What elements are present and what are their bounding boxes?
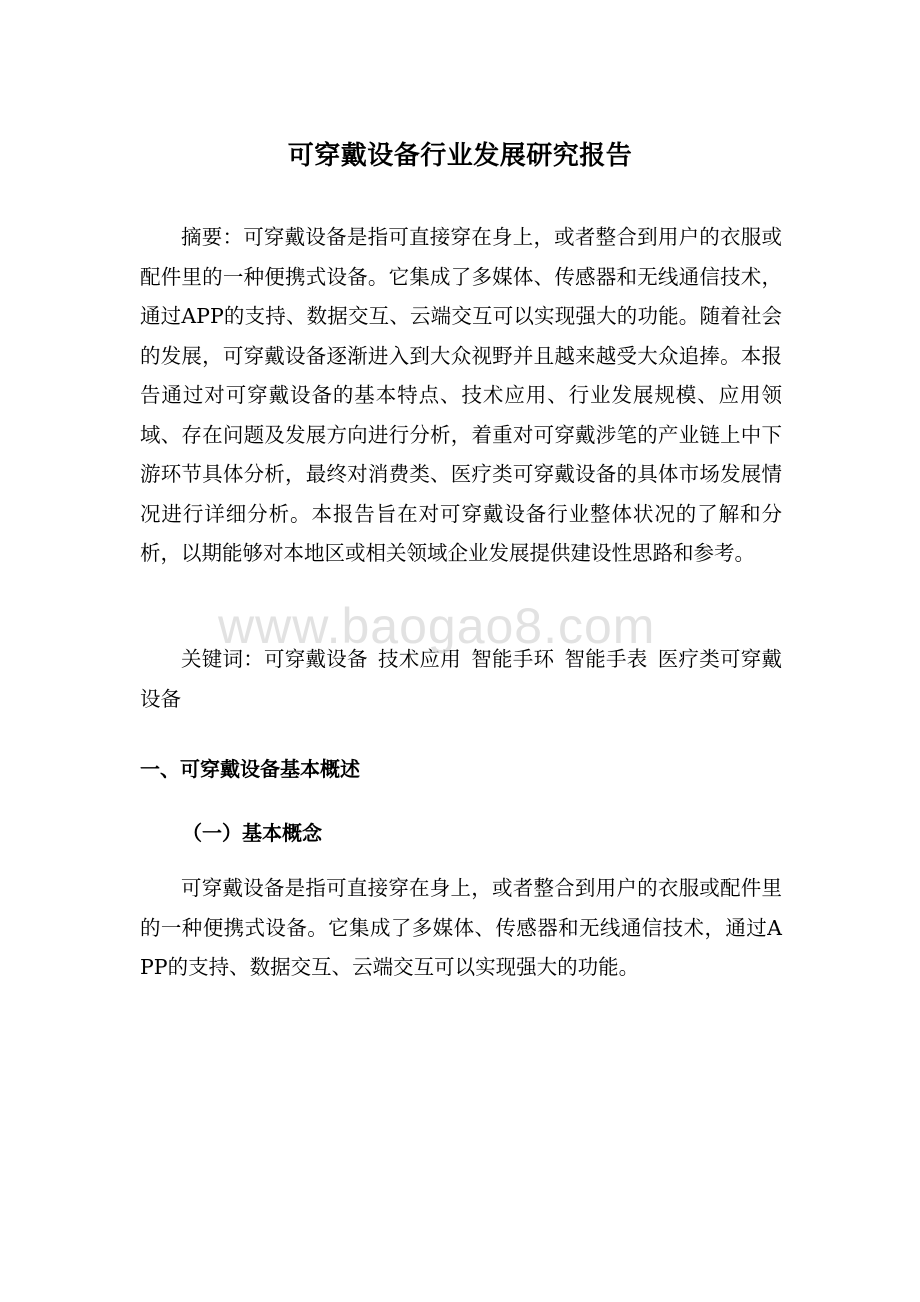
- section-heading: 一、可穿戴设备基本概述: [140, 757, 360, 781]
- keywords-paragraph: [140, 640, 782, 719]
- abstract-paragraph: 摘要：可穿戴设备是指可直接穿在身上，或者整合到用户的衣服或配件里的一种便携式设备。它集成了多媒体、传感器和无线通信技术，通过APP的支持、数据交互、云端交互可以实现强大的功能。随着社会的发展，可穿戴设备逐渐进入到大众视野并且越来越受大众追捧。本报告通过对可穿戴设备的基本特点、技术应用、行业发展规模、应用领域、存在问题及发展方向进行分析，着重对可穿戴涉笔的产业链上中下游环节具体分析，最终对消费类、医疗类可穿戴设备的具体市场发展情况进行详细分析。本报告旨在对可穿戴设备行业整体状况的了解和分析，以期能够对本地区或相关领域企业发展提供建设性思路和参考。: [140, 225, 782, 565]
- body-paragraph: 可穿戴设备是指可直接穿在身上，或者整合到用户的衣服或配件里的一种便携式设备。它集成了多媒体、传感器和无线通信技术，通过APP的支持、数据交互、云端交互可以实现强大的功能。: [140, 876, 782, 979]
- keyword: 可穿戴设备: [264, 647, 368, 671]
- keywords-label: 关键词：: [181, 647, 264, 671]
- keyword: 医疗类可穿戴设备: [140, 647, 782, 711]
- watermark: www.baogao8.com: [218, 598, 656, 654]
- subsection-heading: （一）基本概念: [182, 821, 322, 845]
- keyword: 智能手表: [564, 647, 648, 671]
- keyword: 智能手环: [471, 647, 555, 671]
- keyword: 技术应用: [378, 647, 461, 671]
- document-title: 可穿戴设备行业发展研究报告: [287, 141, 633, 171]
